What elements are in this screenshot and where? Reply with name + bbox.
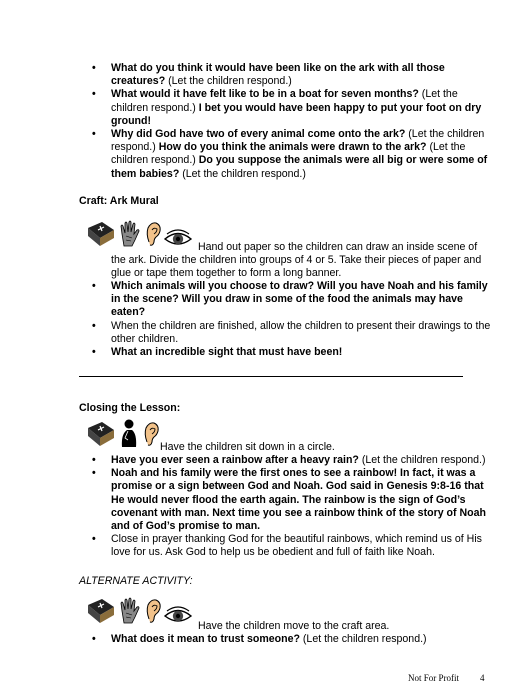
bold-text: I bet you would have been happy to put your foot on dry ground! xyxy=(111,101,482,127)
bullet-item xyxy=(92,346,492,359)
bullet-item xyxy=(92,88,492,128)
bullet-item xyxy=(92,280,492,320)
craft-intro-rest: the ark. Divide the children into groups of 4 or 5. Take their pieces of paper and glue or tape them together to form a long banner. xyxy=(111,254,482,280)
footer xyxy=(408,672,485,685)
alternate-icons xyxy=(86,597,192,629)
plain-text: Close in prayer thanking God for the beautiful rainbows, which remind us of His love for us. Ask God to help us be obedient and full of faith like Noah. xyxy=(111,533,482,559)
bullet-item xyxy=(92,467,492,533)
bold-text: What would it have felt like to be in a boat for seven months? xyxy=(111,88,419,101)
closing-heading: Closing the Lesson: xyxy=(79,402,181,414)
bold-text: Which animals will you choose to draw? Will you have Noah and his family in the scene? Will you draw in some of the food the animals may have eaten? xyxy=(111,280,488,319)
eye-icon xyxy=(164,228,192,252)
bullet-item xyxy=(92,62,492,88)
praying-person-icon xyxy=(118,418,140,452)
hand-icon xyxy=(118,220,142,252)
section-divider xyxy=(79,376,463,377)
bold-text: What does it mean to trust someone? xyxy=(111,633,300,645)
craft-bullets xyxy=(92,280,492,359)
bible-icon xyxy=(86,220,116,252)
plain-text: (Let the children respond.) xyxy=(358,454,486,466)
bold-text: What an incredible sight that must have been! xyxy=(111,346,343,359)
bible-icon xyxy=(86,420,116,452)
bold-text: Do you suppose the animals were all big or were some of them babies? xyxy=(111,154,488,180)
plain-text: (Let the children respond.) xyxy=(111,88,458,114)
bullet-item xyxy=(92,128,492,181)
closing-icons xyxy=(86,418,160,452)
plain-text: (Let the children respond.) xyxy=(299,633,427,645)
footer-text: Not For Profit xyxy=(408,673,460,683)
bullet-item xyxy=(92,320,492,346)
bold-text: Why did God have two of every animal come onto the ark? xyxy=(111,128,406,141)
discussion-questions xyxy=(92,62,492,181)
bold-text: What do you think it would have been like on the ark with all those creatures? xyxy=(111,62,445,88)
ear-icon xyxy=(142,420,160,452)
plain-text: (Let the children respond.) xyxy=(165,75,292,88)
bible-icon xyxy=(86,597,116,629)
plain-text: (Let the children respond.) xyxy=(179,167,306,180)
plain-text: (Let the children respond.) xyxy=(111,128,485,154)
craft-heading: Craft: Ark Mural xyxy=(79,195,159,207)
closing-intro: Have the children sit down in a circle. xyxy=(160,441,335,453)
page-number: 4 xyxy=(480,673,485,683)
eye-icon xyxy=(164,605,192,629)
plain-text: When the children are finished, allow the children to present their drawings to the other children. xyxy=(111,319,491,345)
bullet-item xyxy=(92,633,492,646)
ear-icon xyxy=(144,220,162,252)
bullet-item xyxy=(92,533,492,559)
alternate-intro: Have the children move to the craft area. xyxy=(198,620,390,632)
alternate-heading: ALTERNATE ACTIVITY: xyxy=(79,575,193,587)
craft-intro-first: Hand out paper so the children can draw an inside scene of xyxy=(198,241,478,253)
ear-icon xyxy=(144,597,162,629)
bold-text: How do you think the animals were drawn to the ark? xyxy=(158,141,427,154)
craft-icons xyxy=(86,220,192,252)
closing-bullets xyxy=(92,454,492,560)
bold-text: Have you ever seen a rainbow after a heavy rain? xyxy=(111,454,359,466)
alternate-bullets xyxy=(92,633,492,646)
hand-icon xyxy=(118,597,142,629)
bold-text: Noah and his family were the first ones to see a rainbow! In fact, it was a promise or a sign between God and Noah. God said in Genesis 9:8-16 that He would never flood the earth again. The rainbow is the sign of God’s covenant with man. Next time you see a rainbow think of the story of Noah and of God’s promise to man. xyxy=(111,467,486,533)
bullet-item xyxy=(92,454,492,467)
plain-text: (Let the children respond.) xyxy=(111,141,466,167)
